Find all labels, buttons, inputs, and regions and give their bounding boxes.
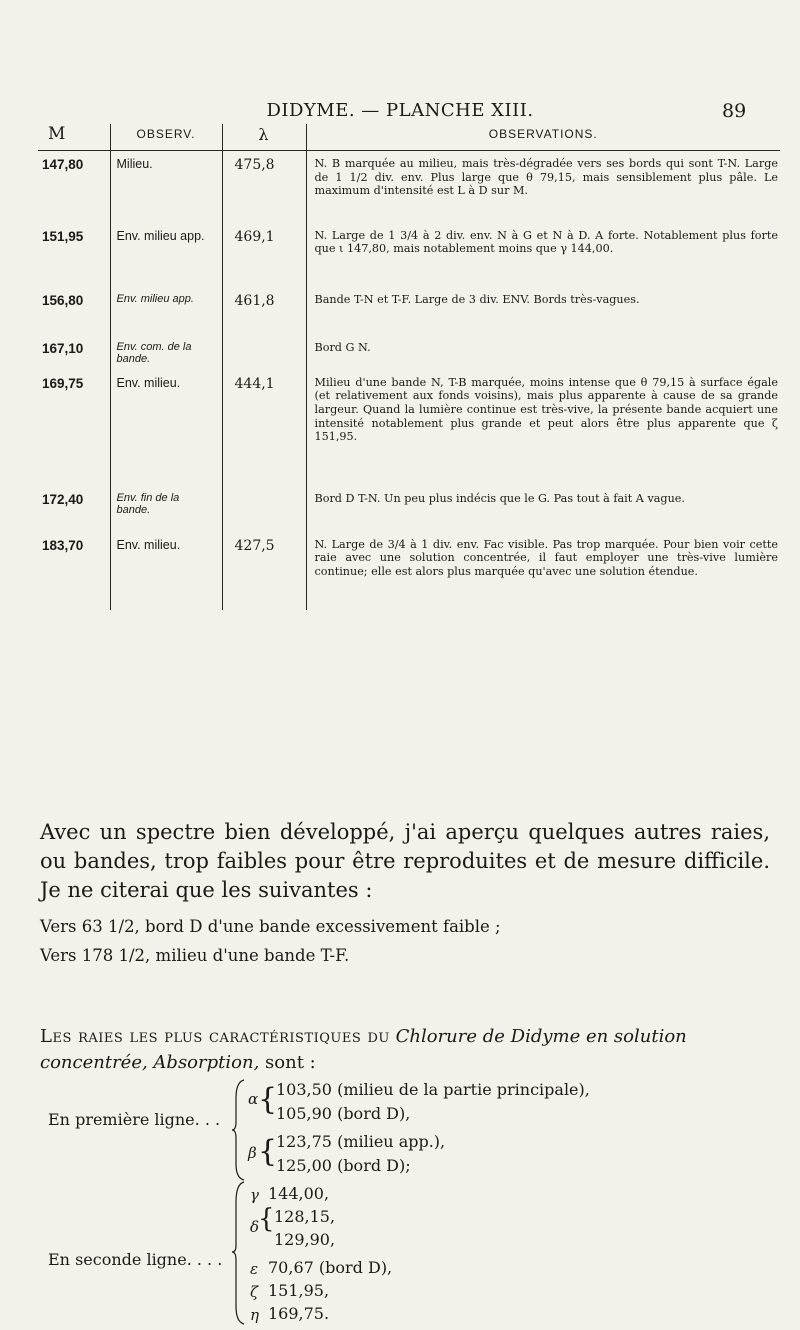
second-line-brace — [232, 1180, 246, 1326]
running-title: DIDYME. — PLANCHE XIII. — [266, 100, 534, 121]
cell-note: N. B marquée au milieu, mais très-dégradée vers ses bords qui sont T-N. Large de 1 1/2 div. env. Plus large que θ 79,15, mais sensiblement plus pâle. Le maximum d'intensité est L à D sur M. — [306, 151, 780, 223]
body-paragraph: Avec un spectre bien développé, j'ai aperçu quelques autres raies, ou bandes, trop faibles pour être reproduites et de mesure difficile. Je ne citerai que les suivantes : — [40, 820, 770, 902]
cell-note: N. Large de 1 3/4 à 2 div. env. N à G et N à D. A forte. Notablement plus forte que ι 147,80, mais notablement moins que γ 144,00. — [306, 223, 780, 287]
epsilon-value: 70,67 (bord D), — [268, 1258, 393, 1277]
alpha-value-1: 103,50 (milieu de la partie principale), — [276, 1080, 590, 1099]
cell-observ: Env. milieu app. — [110, 287, 222, 335]
header-m: M — [38, 124, 110, 151]
delta-value-2: 129,90, — [274, 1230, 336, 1249]
heading-italic: Chlorure de Didyme en solution concentrée, Absorption, — [40, 1026, 687, 1073]
observations-table — [38, 124, 780, 610]
cell-m: 183,70 — [42, 537, 84, 553]
table-row — [38, 486, 780, 532]
cell-observ: Env. fin de la bande. — [110, 486, 222, 532]
table-row — [38, 370, 780, 486]
cell-m: 169,75 — [42, 375, 84, 391]
cell-observ: Env. milieu app. — [110, 223, 222, 287]
cell-lambda: 475,8 — [222, 151, 306, 223]
list-item: Vers 178 1/2, milieu d'une bande T-F. — [40, 946, 350, 965]
table-row — [38, 287, 780, 335]
section-heading — [40, 1024, 780, 1076]
table-row — [38, 335, 780, 370]
alpha-value-2: 105,90 (bord D), — [276, 1104, 411, 1123]
cell-m: 156,80 — [42, 292, 84, 308]
cell-m: 167,10 — [42, 340, 84, 356]
cell-observ: Env. milieu. — [110, 532, 222, 610]
page-number: 89 — [722, 100, 747, 122]
zeta-value: 151,95, — [268, 1281, 330, 1300]
greek-epsilon: ε — [250, 1260, 259, 1278]
cell-lambda: 469,1 — [222, 223, 306, 287]
cell-lambda — [222, 486, 306, 532]
alpha-brace: { — [258, 1082, 278, 1117]
cell-note: Bord G N. — [306, 335, 780, 370]
cell-note: Milieu d'une bande N, T-B marquée, moins intense que θ 79,15 à surface égale (et relativement aux fonds voisins), mais plus apparente à cause de sa grande largeur. Quand la lumière continue est très-vive, la présente bande acquiert une intensité notablement plus grande et peut alors être plus apparente que ζ 151,95. — [306, 370, 780, 486]
beta-value-2: 125,00 (bord D); — [276, 1156, 411, 1175]
delta-value-1: 128,15, — [274, 1207, 336, 1226]
greek-alpha: α — [248, 1090, 259, 1108]
greek-gamma: γ — [250, 1186, 259, 1204]
header-observ: OBSERV. — [110, 124, 222, 151]
cell-m: 151,95 — [42, 228, 84, 244]
table-row — [38, 151, 780, 223]
header-observations: OBSERVATIONS. — [306, 124, 780, 151]
eta-value: 169,75. — [268, 1304, 330, 1323]
list-item: Vers 63 1/2, bord D d'une bande excessivement faible ; — [40, 917, 501, 936]
greek-beta: β — [248, 1144, 257, 1162]
cell-lambda: 427,5 — [222, 532, 306, 610]
greek-delta: δ — [250, 1218, 260, 1236]
beta-brace: { — [258, 1134, 278, 1169]
first-line-brace — [232, 1078, 246, 1182]
beta-value-1: 123,75 (milieu app.), — [276, 1132, 446, 1151]
greek-eta: η — [250, 1306, 259, 1324]
cell-lambda: 461,8 — [222, 287, 306, 335]
table-header-row — [38, 124, 780, 151]
cell-observ: Env. milieu. — [110, 370, 222, 486]
cell-note: Bande T-N et T-F. Large de 3 div. ENV. Bords très-vagues. — [306, 287, 780, 335]
table-row — [38, 223, 780, 287]
gamma-value: 144,00, — [268, 1184, 330, 1203]
heading-end: sont : — [265, 1052, 316, 1073]
cell-observ: Env. com. de la bande. — [110, 335, 222, 370]
delta-brace: { — [258, 1204, 275, 1234]
cell-lambda — [222, 335, 306, 370]
cell-observ: Milieu. — [110, 151, 222, 223]
greek-zeta: ζ — [250, 1283, 259, 1301]
cell-note: N. Large de 3/4 à 1 div. env. Fac visible. Pas trop marquée. Pour bien voir cette raie avec une solution concentrée, il faut employer une très-vive lumière continue; elle est alors plus marquée qu'avec une solution étendue. — [306, 532, 780, 610]
second-line-label: En seconde ligne. . . . — [48, 1250, 223, 1269]
header-lambda: λ — [222, 124, 306, 151]
cell-m: 147,80 — [42, 157, 84, 172]
cell-m: 172,40 — [42, 491, 84, 507]
cell-note: Bord D T-N. Un peu plus indécis que le G. Pas tout à fait A vague. — [306, 486, 780, 532]
cell-lambda: 444,1 — [222, 370, 306, 486]
table-row — [38, 532, 780, 610]
first-line-label: En première ligne. . . — [48, 1110, 221, 1129]
heading-caps: Les raies les plus caractéristiques du — [40, 1026, 390, 1047]
